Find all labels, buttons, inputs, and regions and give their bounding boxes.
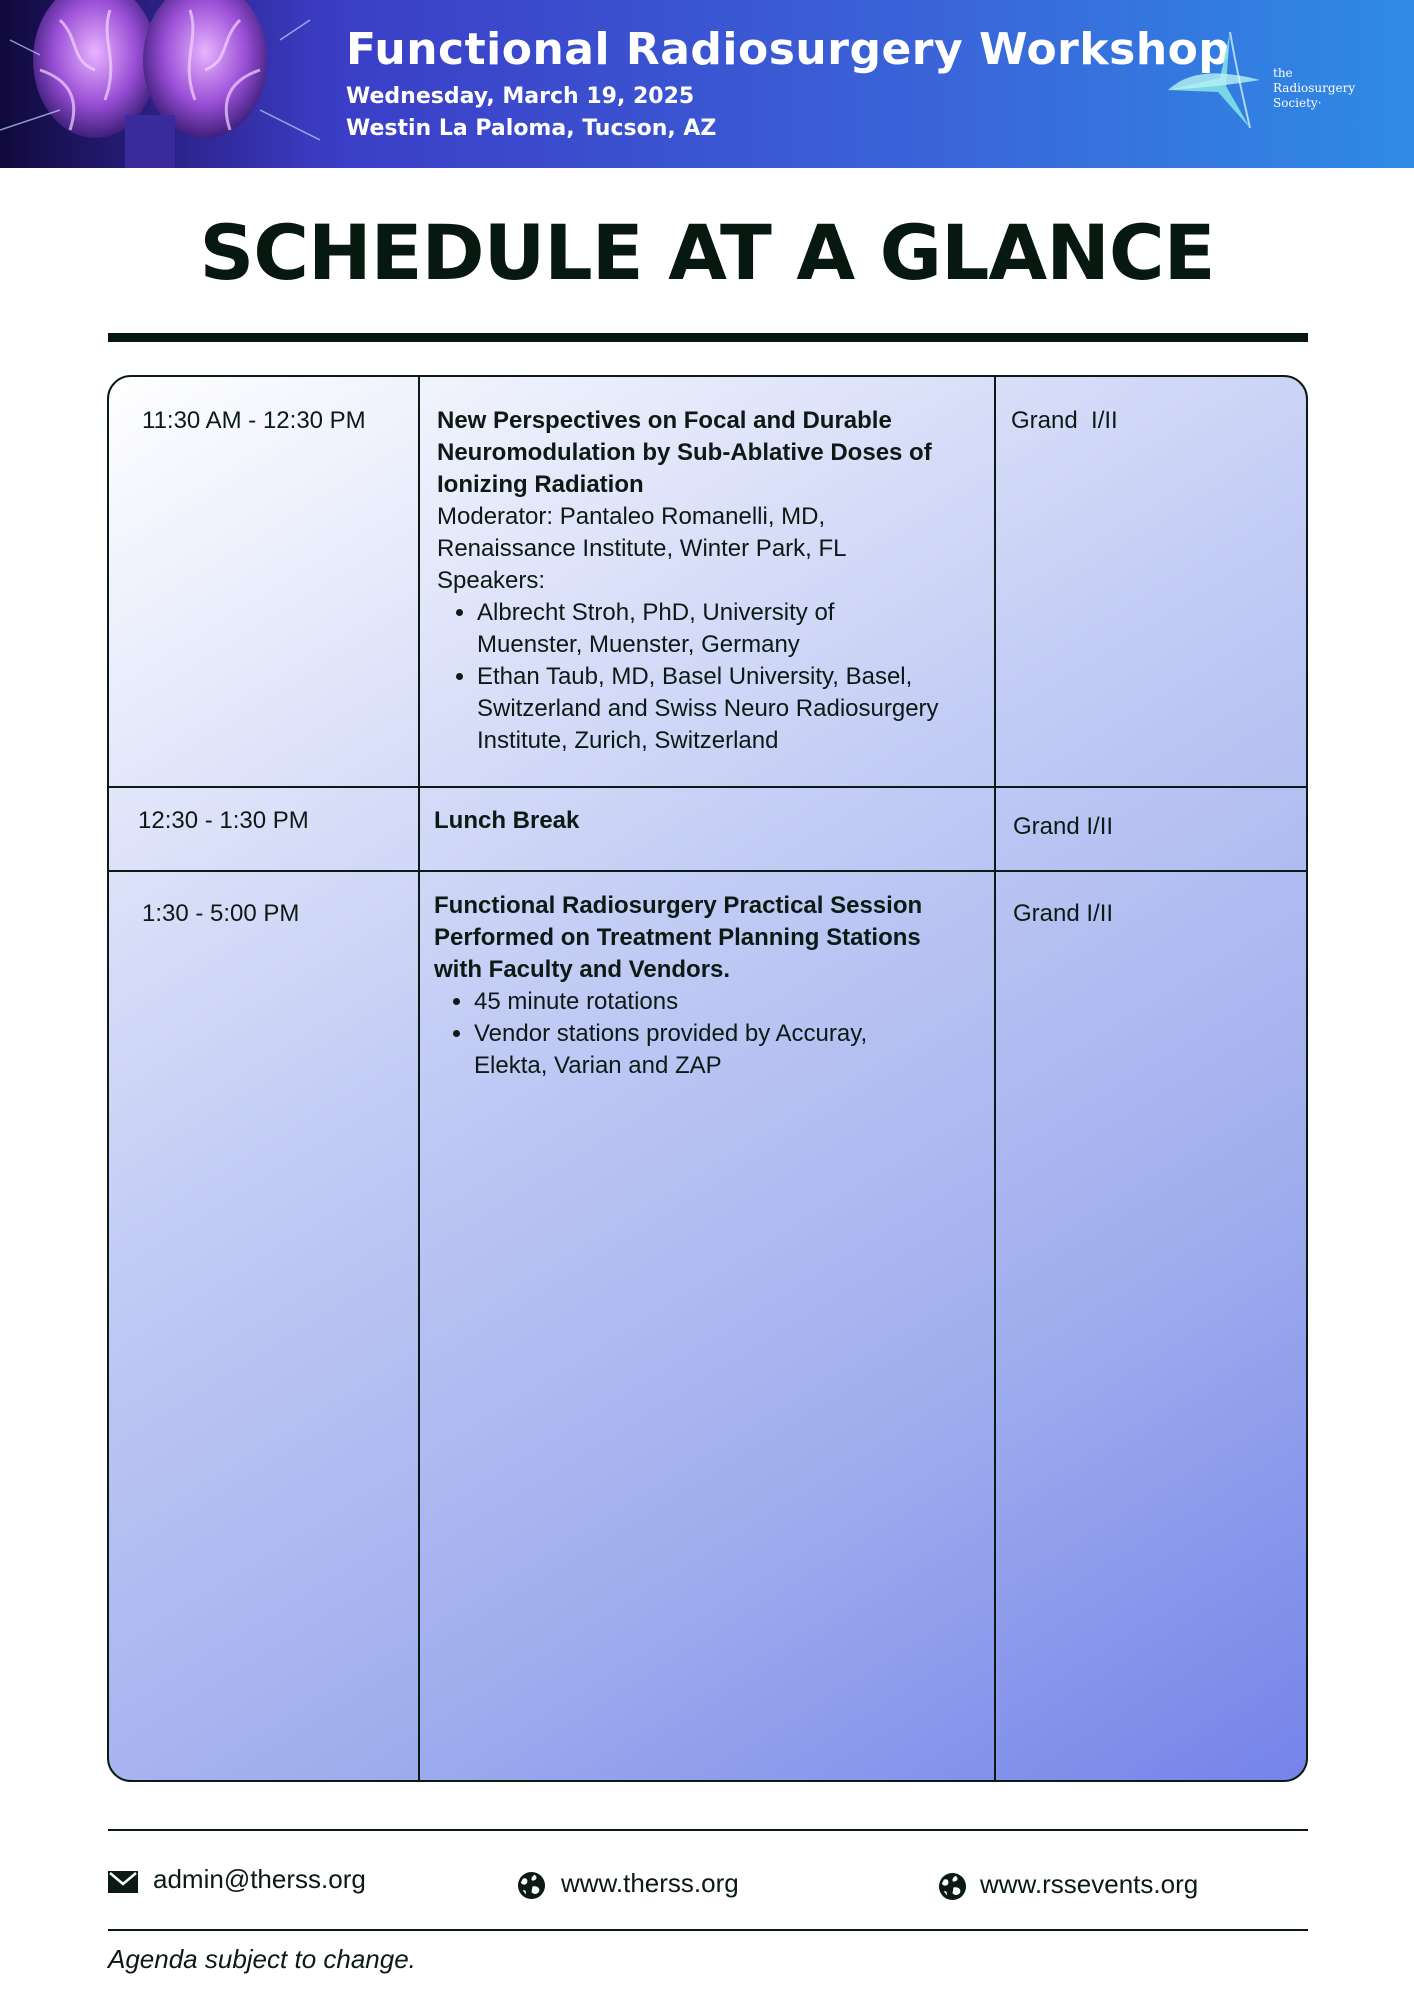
session-title-line: Ionizing Radiation <box>437 471 644 498</box>
list-item <box>477 661 987 757</box>
speaker-list <box>437 597 987 757</box>
table-row-time: 12:30 - 1:30 PM <box>138 807 309 834</box>
table-row-room: Grand I/II <box>1013 813 1114 840</box>
session-title-line: Neuromodulation by Sub-Ablative Doses of <box>437 439 932 466</box>
table-row-room: Grand I/II <box>1013 900 1114 927</box>
table-row-time: 11:30 AM - 12:30 PM <box>142 407 366 434</box>
envelope-icon <box>108 1871 138 1893</box>
session-detail-line: Moderator: Pantaleo Romanelli, MD, <box>437 503 826 530</box>
table-row-time: 1:30 - 5:00 PM <box>142 900 300 927</box>
session-title-line: Lunch Break <box>434 807 580 834</box>
society-line: Radiosurgery <box>1273 81 1356 95</box>
header-banner <box>0 0 1414 168</box>
bullet-line: Elekta, Varian and ZAP <box>474 1052 722 1079</box>
footer-divider <box>108 1829 1308 1831</box>
speaker-line: • Albrecht Stroh, PhD, University of <box>477 599 835 626</box>
row-divider <box>109 870 1306 872</box>
session-bullet-list <box>434 986 984 1082</box>
session-detail-line: Renaissance Institute, Winter Park, FL <box>437 535 847 562</box>
table-row-room: Grand I/II <box>1011 407 1118 434</box>
email-link[interactable]: admin@therss.org <box>153 1864 366 1894</box>
list-item <box>477 597 987 661</box>
session-details <box>434 890 984 1082</box>
speaker-line: Switzerland and Swiss Neuro Radiosurgery <box>477 695 939 722</box>
row-divider <box>109 786 1306 788</box>
session-title-line: Performed on Treatment Planning Stations <box>434 924 921 951</box>
society-line: Society· <box>1273 96 1322 110</box>
list-item <box>474 1018 984 1082</box>
workshop-venue: Westin La Paloma, Tucson, AZ <box>346 116 717 141</box>
page-title: SCHEDULE AT A GLANCE <box>199 208 1215 297</box>
workshop-date: Wednesday, March 19, 2025 <box>346 84 695 109</box>
speaker-line: • Ethan Taub, MD, Basel University, Basel, <box>477 663 913 690</box>
globe-icon <box>938 1872 967 1901</box>
brain-illustration-icon <box>0 0 320 168</box>
footer-divider <box>108 1929 1308 1931</box>
title-divider <box>108 333 1308 342</box>
list-item <box>474 986 984 1018</box>
session-details <box>437 405 987 757</box>
society-line: the <box>1273 66 1293 80</box>
society-name <box>1273 66 1355 111</box>
column-divider <box>418 377 420 1780</box>
column-divider <box>994 377 996 1780</box>
star-swirl-logo-icon <box>1160 30 1270 130</box>
session-title-line: New Perspectives on Focal and Durable <box>437 407 892 434</box>
schedule-table <box>107 375 1308 1782</box>
session-details <box>434 805 984 837</box>
speaker-line: Muenster, Muenster, Germany <box>477 631 800 658</box>
website-link[interactable]: www.therss.org <box>561 1868 739 1898</box>
globe-icon <box>517 1871 546 1900</box>
session-title-line: with Faculty and Vendors. <box>434 956 731 983</box>
speaker-line: Institute, Zurich, Switzerland <box>477 727 779 754</box>
bullet-line: • 45 minute rotations <box>474 988 679 1015</box>
events-website-link[interactable]: www.rssevents.org <box>980 1869 1199 1899</box>
bullet-line: • Vendor stations provided by Accuray, <box>474 1020 868 1047</box>
session-detail-line: Speakers: <box>437 567 546 594</box>
session-title-line: Functional Radiosurgery Practical Session <box>434 892 923 919</box>
workshop-title: Functional Radiosurgery Workshop <box>346 24 1231 75</box>
agenda-disclaimer: Agenda subject to change. <box>108 1944 416 1974</box>
